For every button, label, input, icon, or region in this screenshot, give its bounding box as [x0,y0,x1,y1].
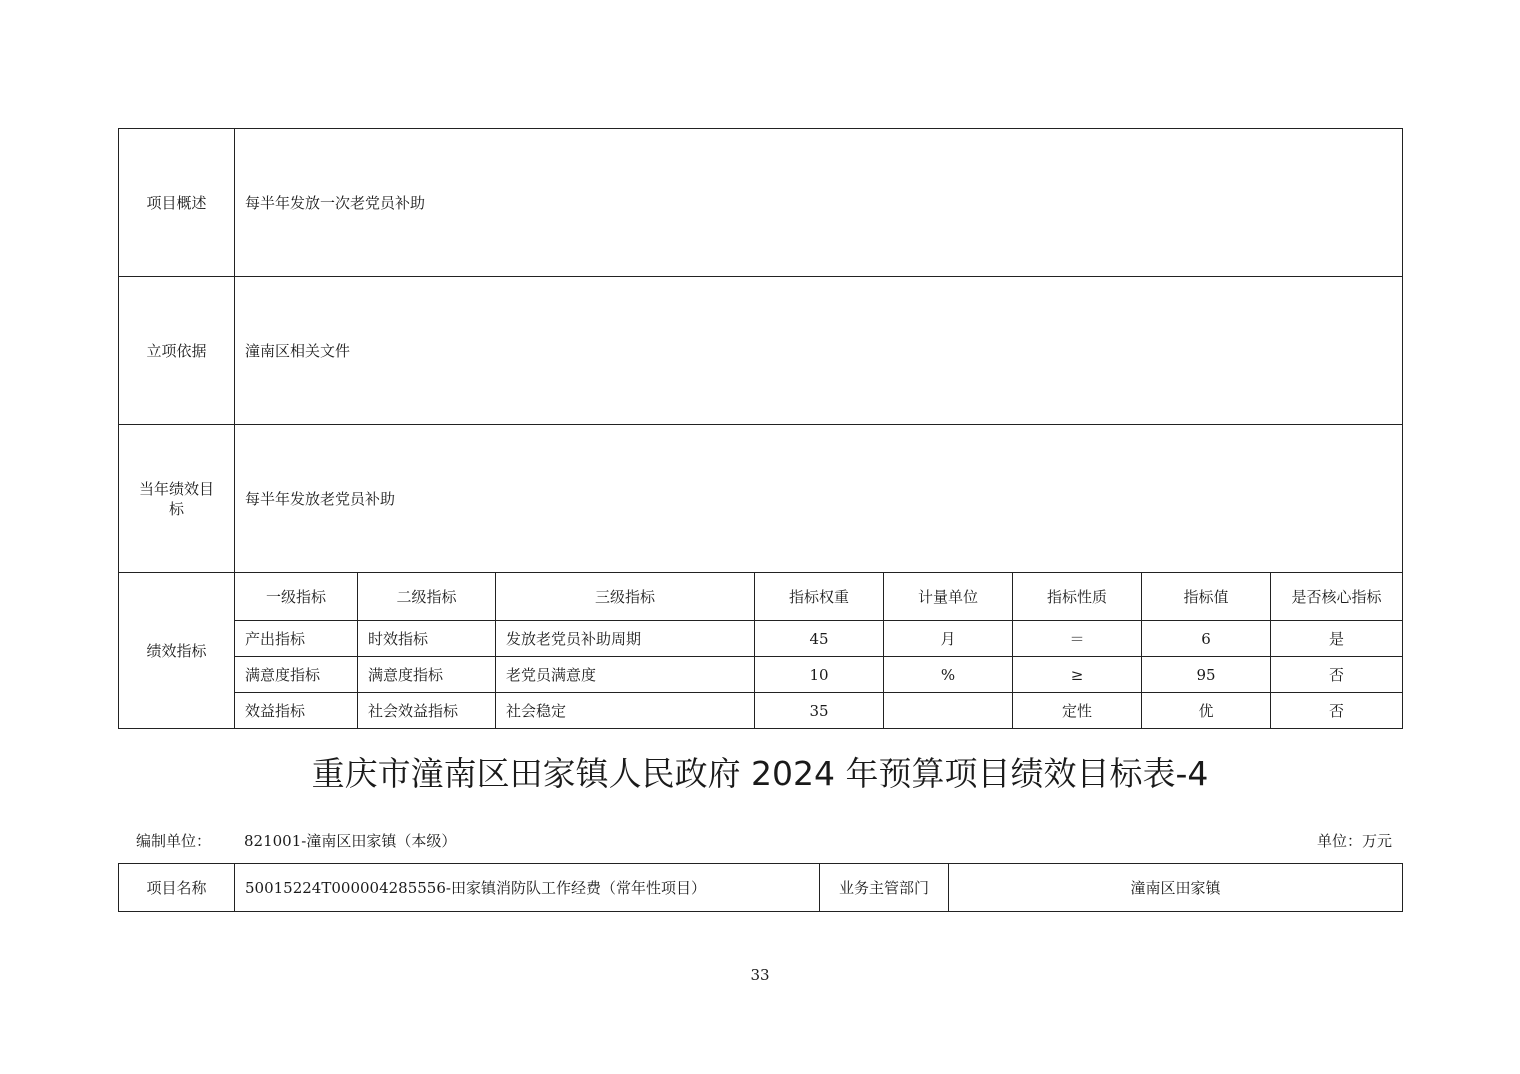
department-value: 潼南区田家镇 [949,864,1403,912]
table-cell: 否 [1271,657,1403,693]
project-name-label: 项目名称 [119,864,235,912]
header-cell: 计量单位 [884,573,1013,621]
currency-unit: 单位：万元 [1316,832,1392,850]
page-title: 重庆市潼南区田家镇人民政府 2024 年预算项目绩效目标表-4 [311,754,1209,793]
table-cell: 是 [1271,621,1403,657]
table-cell: 老党员满意度 [496,657,755,693]
project-table [118,863,1403,912]
header-cell: 是否核心指标 [1271,573,1403,621]
table-row [119,657,1403,693]
overview-row [119,129,1403,277]
performance-target-table [118,128,1403,729]
table-cell: 月 [884,621,1013,657]
project-name-value: 50015224T000004285556-田家镇消防队工作经费（常年性项目） [235,864,820,912]
annual-goal-label-line1: 当年绩效目 [138,479,214,498]
basis-row [119,277,1403,425]
table-cell: % [884,657,1013,693]
table-cell: 时效指标 [358,621,496,657]
compiling-unit-value: 821001-潼南区田家镇（本级） [244,832,457,850]
table-cell: 满意度指标 [358,657,496,693]
table-cell: 否 [1271,693,1403,729]
table-row [119,621,1403,657]
basis-label: 立项依据 [119,277,235,425]
overview-label: 项目概述 [119,129,235,277]
project-row [119,864,1403,912]
table-row [119,693,1403,729]
header-cell: 指标值 [1142,573,1271,621]
header-cell: 一级指标 [235,573,358,621]
compiling-unit [136,830,456,851]
table-cell: 定性 [1013,693,1142,729]
overview-value: 每半年发放一次老党员补助 [235,129,1403,277]
table-cell: 效益指标 [235,693,358,729]
table-cell: 发放老党员补助周期 [496,621,755,657]
header-cell: 指标性质 [1013,573,1142,621]
table-cell: 95 [1142,657,1271,693]
table-cell: 满意度指标 [235,657,358,693]
table-cell: 社会效益指标 [358,693,496,729]
table-cell: 6 [1142,621,1271,657]
annual-goal-label [119,425,235,573]
table-cell: 10 [755,657,884,693]
page-number: 33 [750,966,770,984]
table-cell [884,693,1013,729]
table-cell: 优 [1142,693,1271,729]
table-cell: 产出指标 [235,621,358,657]
annual-goal-value: 每半年发放老党员补助 [235,425,1403,573]
table-cell: ≥ [1013,657,1142,693]
annual-goal-row [119,425,1403,573]
table-cell: ＝ [1013,621,1142,657]
table-cell: 社会稳定 [496,693,755,729]
indicator-header-row [119,573,1403,621]
department-label: 业务主管部门 [820,864,949,912]
annual-goal-label-line2: 标 [168,499,184,518]
performance-label: 绩效指标 [119,573,235,729]
header-cell: 三级指标 [496,573,755,621]
table-cell: 45 [755,621,884,657]
header-cell: 二级指标 [358,573,496,621]
compiling-unit-label: 编制单位： [136,832,212,850]
header-cell: 指标权重 [755,573,884,621]
basis-value: 潼南区相关文件 [235,277,1403,425]
table-cell: 35 [755,693,884,729]
